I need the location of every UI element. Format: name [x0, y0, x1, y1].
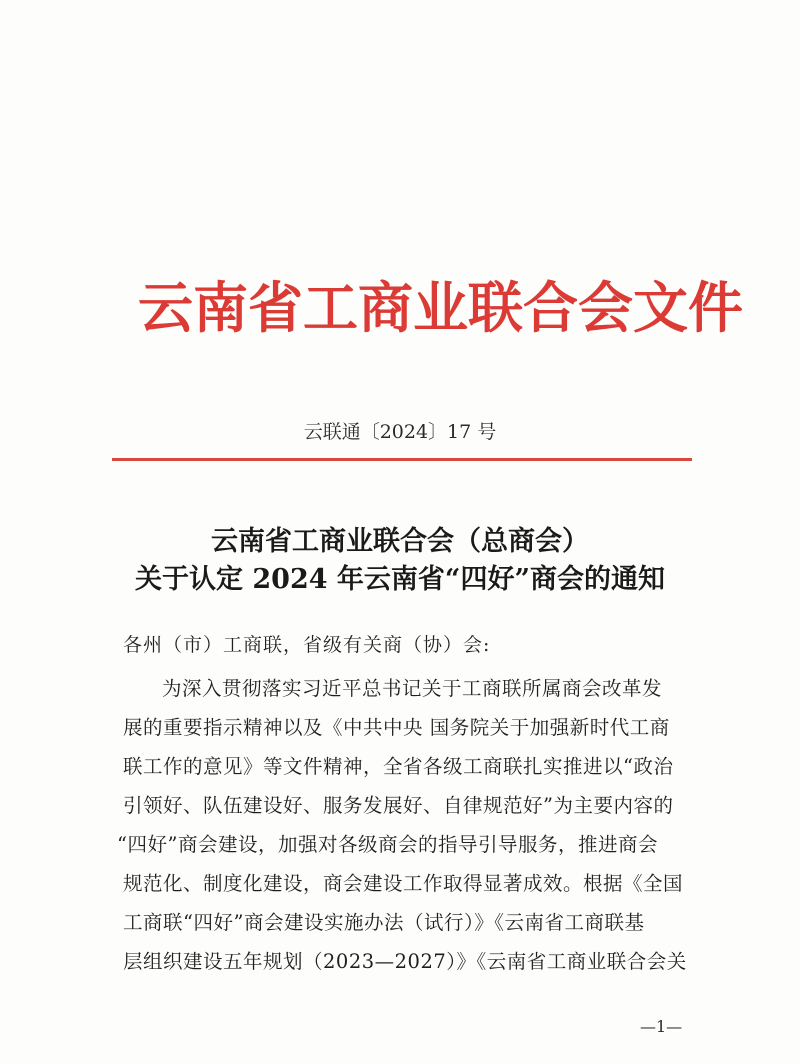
- page-number: —1—: [640, 1017, 683, 1036]
- body-line-1: 为深入贯彻落实习近平总书记关于工商联所属商会改革发: [162, 677, 663, 700]
- notice-title-line-2: 关于认定 2024 年云南省“四好”商会的通知: [134, 564, 665, 595]
- salutation: 各州（市）工商联，省级有关商（协）会:: [123, 634, 491, 656]
- body-line-8: 层组织建设五年规划（2023—2027）》《云南省工商业联合会关: [123, 950, 687, 973]
- red-divider-line: [112, 458, 692, 461]
- body-line-7: 工商联“四好”商会建设实施办法（试行）》《云南省工商联基: [123, 911, 645, 934]
- body-line-4: 引领好、队伍建设好、服务发展好、自律规范好”为主要内容的: [123, 794, 674, 817]
- document-header-title: 云南省工商业联合会文件: [138, 276, 744, 340]
- body-line-3: 联工作的意见》等文件精神，全省各级工商联扎实推进以“政治: [123, 755, 674, 778]
- body-line-5: “四好”商会建设，加强对各级商会的指导引导服务，推进商会: [117, 833, 658, 856]
- notice-title-line-1: 云南省工商业联合会（总商会）: [211, 526, 589, 557]
- body-line-6: 规范化、制度化建设，商会建设工作取得显著成效。根据《全国: [123, 872, 684, 895]
- document-number: 云联通〔2024〕17 号: [303, 421, 497, 443]
- body-line-2: 展的重要指示精神以及《中共中央 国务院关于加强新时代工商: [123, 716, 670, 739]
